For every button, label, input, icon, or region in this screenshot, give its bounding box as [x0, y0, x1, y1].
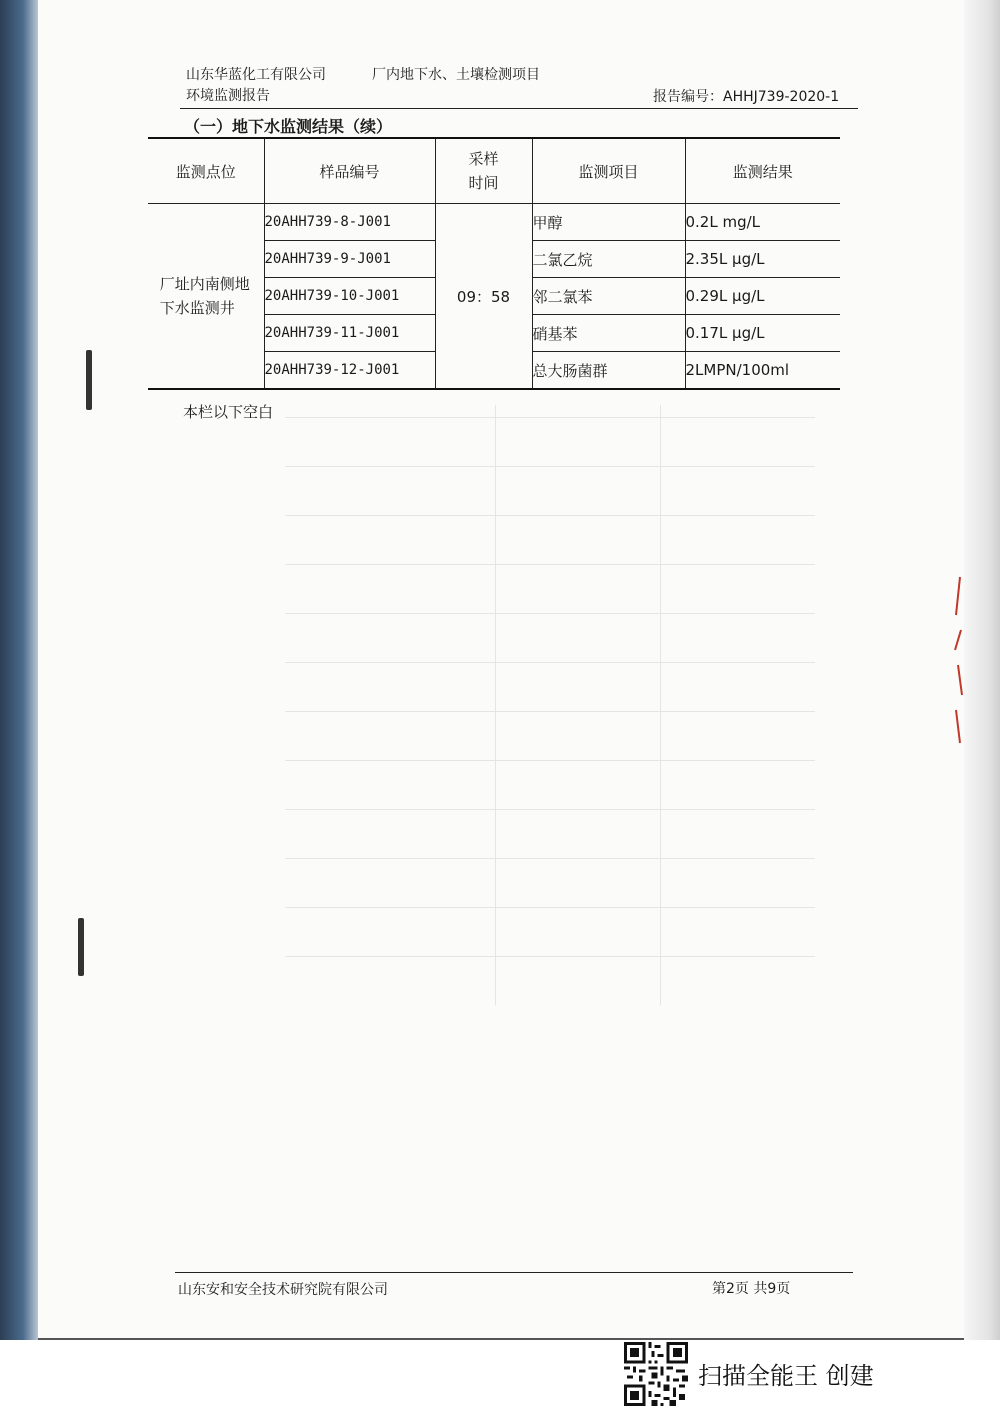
- report-number: 报告编号：AHHJ739-2020-1: [653, 89, 840, 105]
- results-table: [148, 137, 840, 390]
- result-cell: 0.29L μg/L: [685, 278, 840, 315]
- header-project: 厂内地下水、土壤检测项目: [372, 67, 540, 83]
- table-row: [148, 204, 840, 241]
- site-cell: 厂址内南侧地下水监测井: [148, 204, 264, 390]
- result-cell: 2LMPN/100ml: [685, 352, 840, 390]
- scan-edge-left: [0, 0, 38, 1340]
- show-through-table: [285, 405, 815, 1005]
- header-doc-type: 环境监测报告: [186, 88, 270, 104]
- header-divider: [180, 108, 858, 109]
- seal-fragment: [952, 575, 964, 745]
- binder-hole-mark: [86, 350, 92, 410]
- result-cell: 0.2L mg/L: [685, 204, 840, 241]
- blank-below-note: 本栏以下空白: [183, 403, 274, 421]
- footer-page-info: 第2页 共9页: [712, 1281, 791, 1297]
- sample-no-cell: 20AHH739-10-J001: [264, 278, 435, 315]
- sample-time-cell: 09：58: [435, 204, 532, 390]
- header-company: 山东华蓝化工有限公司: [186, 67, 326, 83]
- header-sample-no: 样品编号: [264, 138, 435, 204]
- qr-code-icon: [624, 1342, 688, 1406]
- scan-edge-right: [964, 0, 1000, 1340]
- result-cell: 2.35L μg/L: [685, 241, 840, 278]
- header-result: 监测结果: [685, 138, 840, 204]
- footer-divider: [175, 1272, 853, 1273]
- result-cell: 0.17L μg/L: [685, 315, 840, 352]
- sample-no-cell: 20AHH739-8-J001: [264, 204, 435, 241]
- sample-no-cell: 20AHH739-11-J001: [264, 315, 435, 352]
- item-cell: 硝基苯: [532, 315, 685, 352]
- item-cell: 邻二氯苯: [532, 278, 685, 315]
- item-cell: 总大肠菌群: [532, 352, 685, 390]
- sample-no-cell: 20AHH739-12-J001: [264, 352, 435, 390]
- table-header-row: [148, 138, 840, 204]
- header-sample-time: 采样时间: [435, 138, 532, 204]
- header-item: 监测项目: [532, 138, 685, 204]
- footer-organization: 山东安和安全技术研究院有限公司: [178, 1282, 388, 1298]
- binder-hole-mark: [78, 918, 84, 976]
- item-cell: 甲醇: [532, 204, 685, 241]
- item-cell: 二氯乙烷: [532, 241, 685, 278]
- sample-no-cell: 20AHH739-9-J001: [264, 241, 435, 278]
- section-title: （一）地下水监测结果（续）: [184, 117, 393, 136]
- scanner-app-label: 扫描全能王 创建: [698, 1362, 874, 1390]
- header-site: 监测点位: [148, 138, 264, 204]
